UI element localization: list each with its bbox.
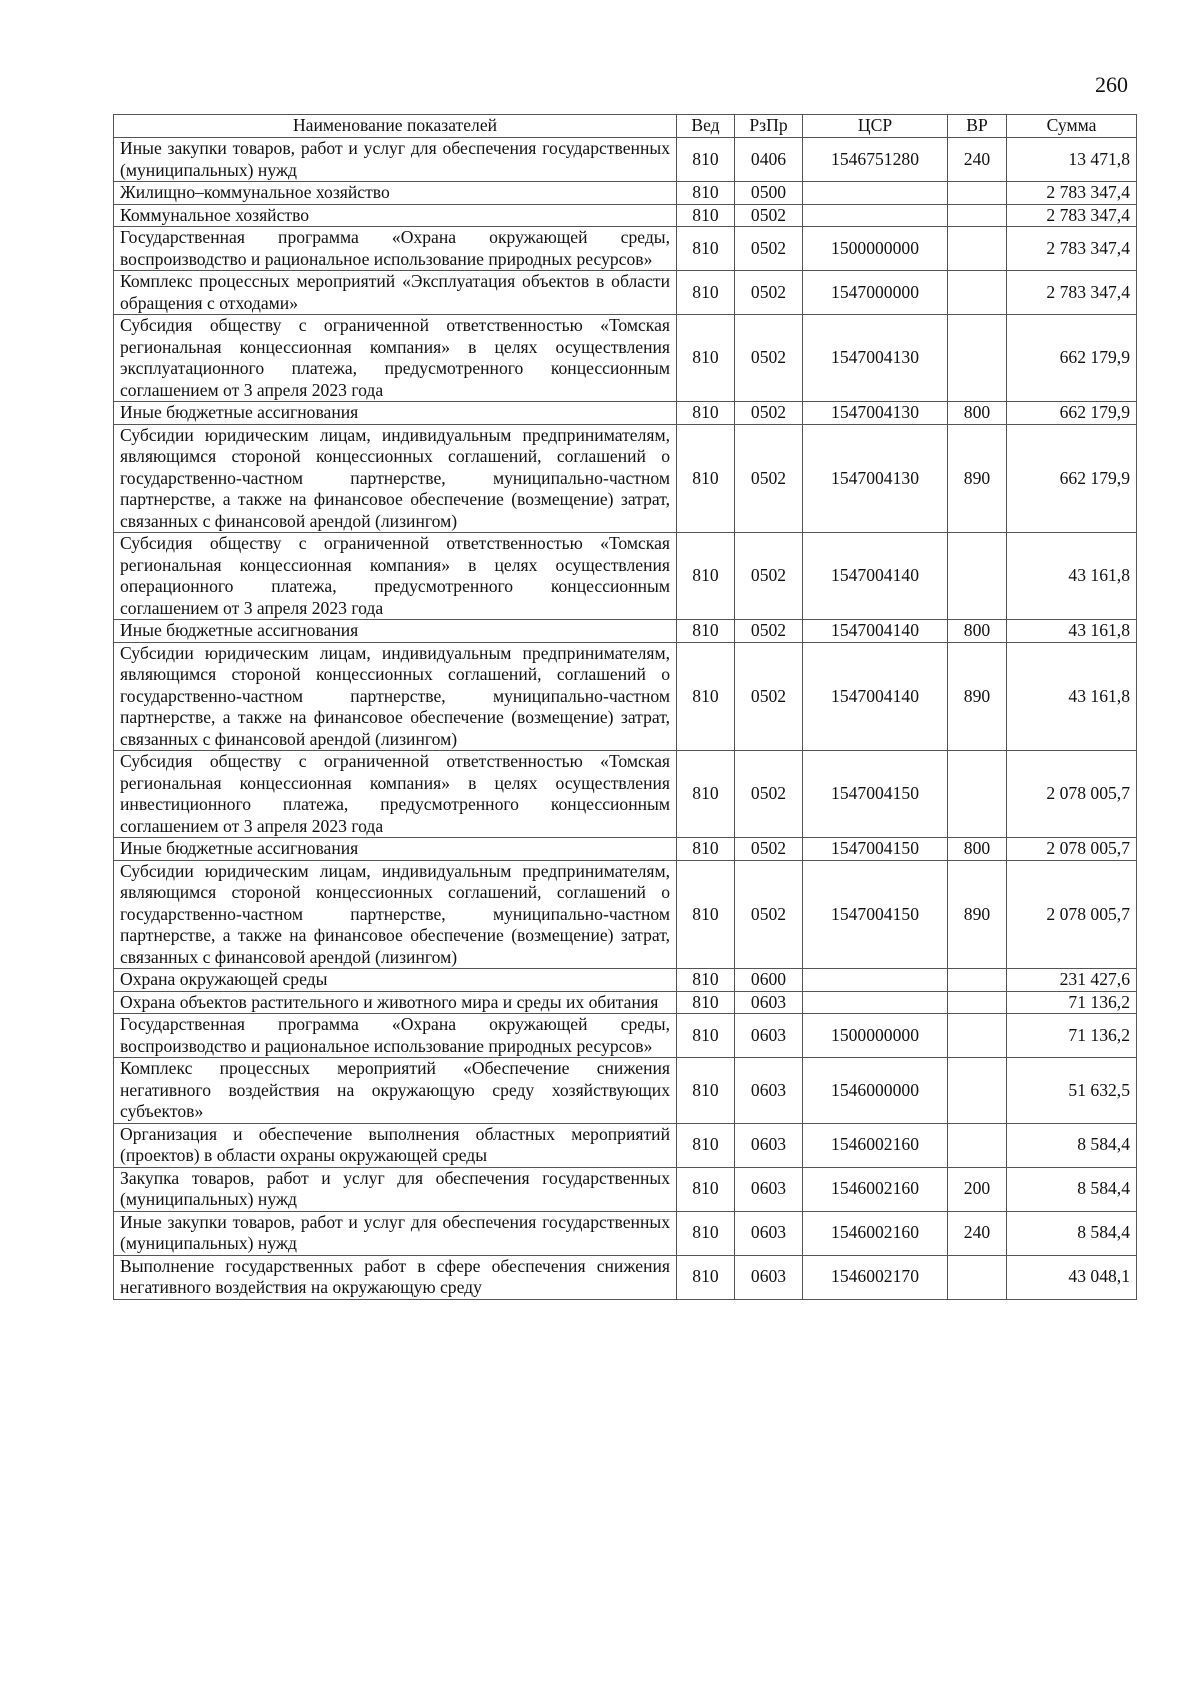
cell-vr [948, 1255, 1007, 1299]
cell-sum: 8 584,4 [1007, 1123, 1137, 1167]
cell-sum: 231 427,6 [1007, 969, 1137, 992]
cell-csr [803, 969, 948, 992]
table-row [114, 204, 1137, 227]
cell-name: Охрана окружающей среды [114, 969, 677, 992]
cell-csr: 1547004130 [803, 402, 948, 425]
cell-rzpr: 0603 [735, 1058, 803, 1124]
cell-rzpr: 0502 [735, 315, 803, 402]
cell-vr [948, 991, 1007, 1014]
table-row [114, 1167, 1137, 1211]
header-name: Наименование показателей [114, 115, 677, 138]
cell-name: Организация и обеспечение выполнения областных мероприятий (проектов) в области охраны окружающей среды [114, 1123, 677, 1167]
cell-sum: 71 136,2 [1007, 1014, 1137, 1058]
table-row [114, 838, 1137, 861]
cell-ved: 810 [677, 620, 735, 643]
cell-rzpr: 0603 [735, 1014, 803, 1058]
cell-vr [948, 1058, 1007, 1124]
cell-ved: 810 [677, 838, 735, 861]
cell-ved: 810 [677, 991, 735, 1014]
cell-name: Выполнение государственных работ в сфере обеспечения снижения негативного воздействия на окружающую среду [114, 1255, 677, 1299]
cell-rzpr: 0502 [735, 424, 803, 533]
cell-ved: 810 [677, 969, 735, 992]
cell-sum: 2 078 005,7 [1007, 838, 1137, 861]
cell-name: Субсидия обществу с ограниченной ответственностью «Томская региональная концессионная компания» в целях осуществления инвестиционного платежа, предусмотренного концессионным соглашением от 3 апреля 2023 года [114, 751, 677, 838]
cell-csr: 1547004130 [803, 315, 948, 402]
cell-rzpr: 0502 [735, 838, 803, 861]
table-row [114, 533, 1137, 620]
cell-ved: 810 [677, 1123, 735, 1167]
cell-ved: 810 [677, 1014, 735, 1058]
cell-rzpr: 0603 [735, 1167, 803, 1211]
cell-rzpr: 0502 [735, 402, 803, 425]
cell-ved: 810 [677, 315, 735, 402]
cell-name: Субсидии юридическим лицам, индивидуальным предпринимателям, являющимся стороной концессионных соглашений, соглашений о государственно-частном партнерстве, муниципально-частном партнерстве, а также на финансовое обеспечение (возмещение) затрат, связанных с финансовой арендой (лизингом) [114, 860, 677, 969]
cell-name: Жилищно–коммунальное хозяйство [114, 182, 677, 205]
cell-sum: 2 783 347,4 [1007, 271, 1137, 315]
cell-name: Комплекс процессных мероприятий «Эксплуатация объектов в области обращения с отходами» [114, 271, 677, 315]
cell-vr [948, 315, 1007, 402]
cell-rzpr: 0603 [735, 1123, 803, 1167]
cell-ved: 810 [677, 138, 735, 182]
cell-vr [948, 227, 1007, 271]
cell-csr: 1547004150 [803, 838, 948, 861]
cell-sum: 662 179,9 [1007, 315, 1137, 402]
cell-sum: 43 161,8 [1007, 642, 1137, 751]
cell-rzpr: 0603 [735, 991, 803, 1014]
cell-sum: 8 584,4 [1007, 1211, 1137, 1255]
table-row [114, 1211, 1137, 1255]
cell-vr [948, 1014, 1007, 1058]
header-rzpr: РзПр [735, 115, 803, 138]
cell-csr [803, 991, 948, 1014]
header-vr: ВР [948, 115, 1007, 138]
cell-rzpr: 0406 [735, 138, 803, 182]
cell-rzpr: 0502 [735, 227, 803, 271]
cell-rzpr: 0502 [735, 533, 803, 620]
cell-sum: 43 161,8 [1007, 620, 1137, 643]
table-row [114, 227, 1137, 271]
table-row [114, 969, 1137, 992]
cell-sum: 2 078 005,7 [1007, 860, 1137, 969]
cell-name: Субсидия обществу с ограниченной ответственностью «Томская региональная концессионная компания» в целях осуществления эксплуатационного платежа, предусмотренного концессионным соглашением от 3 апреля 2023 года [114, 315, 677, 402]
cell-ved: 810 [677, 860, 735, 969]
cell-rzpr: 0502 [735, 271, 803, 315]
cell-name: Иные бюджетные ассигнования [114, 838, 677, 861]
cell-name: Иные бюджетные ассигнования [114, 402, 677, 425]
header-ved: Вед [677, 115, 735, 138]
cell-name: Коммунальное хозяйство [114, 204, 677, 227]
cell-ved: 810 [677, 751, 735, 838]
cell-sum: 13 471,8 [1007, 138, 1137, 182]
cell-ved: 810 [677, 533, 735, 620]
cell-ved: 810 [677, 1255, 735, 1299]
cell-csr: 1546002160 [803, 1167, 948, 1211]
cell-rzpr: 0502 [735, 751, 803, 838]
cell-sum: 662 179,9 [1007, 424, 1137, 533]
table-row [114, 271, 1137, 315]
cell-ved: 810 [677, 227, 735, 271]
cell-vr: 800 [948, 838, 1007, 861]
cell-name: Субсидии юридическим лицам, индивидуальным предпринимателям, являющимся стороной концессионных соглашений, соглашений о государственно-частном партнерстве, муниципально-частном партнерстве, а также на финансовое обеспечение (возмещение) затрат, связанных с финансовой арендой (лизингом) [114, 642, 677, 751]
cell-rzpr: 0600 [735, 969, 803, 992]
cell-name: Иные закупки товаров, работ и услуг для обеспечения государственных (муниципальных) нужд [114, 1211, 677, 1255]
cell-ved: 810 [677, 402, 735, 425]
table-row [114, 138, 1137, 182]
cell-name: Государственная программа «Охрана окружающей среды, воспроизводство и рациональное использование природных ресурсов» [114, 227, 677, 271]
header-sum: Сумма [1007, 115, 1137, 138]
cell-name: Субсидия обществу с ограниченной ответственностью «Томская региональная концессионная компания» в целях осуществления операционного платежа, предусмотренного концессионным соглашением от 3 апреля 2023 года [114, 533, 677, 620]
cell-vr: 240 [948, 138, 1007, 182]
page-number: 260 [1095, 72, 1128, 97]
cell-vr [948, 1123, 1007, 1167]
table-row [114, 402, 1137, 425]
cell-csr: 1546000000 [803, 1058, 948, 1124]
cell-csr: 1547004150 [803, 751, 948, 838]
cell-name: Охрана объектов растительного и животного мира и среды их обитания [114, 991, 677, 1014]
table-row [114, 991, 1137, 1014]
cell-vr [948, 751, 1007, 838]
cell-sum: 2 783 347,4 [1007, 182, 1137, 205]
cell-csr: 1546002170 [803, 1255, 948, 1299]
cell-sum: 43 161,8 [1007, 533, 1137, 620]
cell-csr [803, 182, 948, 205]
cell-vr [948, 533, 1007, 620]
cell-vr: 800 [948, 402, 1007, 425]
cell-vr: 890 [948, 642, 1007, 751]
cell-sum: 71 136,2 [1007, 991, 1137, 1014]
table-body [114, 138, 1137, 1300]
table-row [114, 424, 1137, 533]
cell-rzpr: 0502 [735, 620, 803, 643]
cell-csr: 1547004130 [803, 424, 948, 533]
cell-sum: 43 048,1 [1007, 1255, 1137, 1299]
cell-sum: 2 783 347,4 [1007, 204, 1137, 227]
cell-name: Государственная программа «Охрана окружающей среды, воспроизводство и рациональное использование природных ресурсов» [114, 1014, 677, 1058]
cell-ved: 810 [677, 424, 735, 533]
cell-rzpr: 0502 [735, 860, 803, 969]
cell-csr: 1547004140 [803, 642, 948, 751]
header-csr: ЦСР [803, 115, 948, 138]
cell-rzpr: 0500 [735, 182, 803, 205]
cell-rzpr: 0603 [735, 1211, 803, 1255]
cell-name: Иные бюджетные ассигнования [114, 620, 677, 643]
table-row [114, 860, 1137, 969]
cell-vr: 200 [948, 1167, 1007, 1211]
cell-ved: 810 [677, 204, 735, 227]
cell-csr: 1547004140 [803, 620, 948, 643]
table-row [114, 642, 1137, 751]
budget-table [113, 114, 1137, 1300]
cell-vr: 890 [948, 860, 1007, 969]
table-row [114, 1014, 1137, 1058]
cell-vr [948, 271, 1007, 315]
table-row [114, 1058, 1137, 1124]
cell-ved: 810 [677, 1167, 735, 1211]
cell-vr: 240 [948, 1211, 1007, 1255]
cell-rzpr: 0603 [735, 1255, 803, 1299]
cell-csr: 1547000000 [803, 271, 948, 315]
cell-vr [948, 182, 1007, 205]
cell-vr: 800 [948, 620, 1007, 643]
cell-sum: 51 632,5 [1007, 1058, 1137, 1124]
table-row [114, 620, 1137, 643]
cell-csr: 1500000000 [803, 1014, 948, 1058]
cell-ved: 810 [677, 182, 735, 205]
cell-csr: 1546002160 [803, 1211, 948, 1255]
table-row [114, 315, 1137, 402]
cell-ved: 810 [677, 1211, 735, 1255]
cell-csr: 1546751280 [803, 138, 948, 182]
table-row [114, 1255, 1137, 1299]
cell-sum: 8 584,4 [1007, 1167, 1137, 1211]
cell-csr: 1500000000 [803, 227, 948, 271]
cell-name: Комплекс процессных мероприятий «Обеспечение снижения негативного воздействия на окружающую среду хозяйствующих субъектов» [114, 1058, 677, 1124]
cell-vr [948, 969, 1007, 992]
cell-sum: 662 179,9 [1007, 402, 1137, 425]
cell-ved: 810 [677, 642, 735, 751]
table-header-row [114, 115, 1137, 138]
cell-name: Закупка товаров, работ и услуг для обеспечения государственных (муниципальных) нужд [114, 1167, 677, 1211]
cell-vr [948, 204, 1007, 227]
cell-csr: 1547004150 [803, 860, 948, 969]
cell-name: Субсидии юридическим лицам, индивидуальным предпринимателям, являющимся стороной концессионных соглашений, соглашений о государственно-частном партнерстве, муниципально-частном партнерстве, а также на финансовое обеспечение (возмещение) затрат, связанных с финансовой арендой (лизингом) [114, 424, 677, 533]
cell-rzpr: 0502 [735, 642, 803, 751]
cell-ved: 810 [677, 271, 735, 315]
cell-rzpr: 0502 [735, 204, 803, 227]
cell-csr: 1547004140 [803, 533, 948, 620]
cell-csr [803, 204, 948, 227]
cell-sum: 2 783 347,4 [1007, 227, 1137, 271]
cell-ved: 810 [677, 1058, 735, 1124]
cell-csr: 1546002160 [803, 1123, 948, 1167]
cell-name: Иные закупки товаров, работ и услуг для обеспечения государственных (муниципальных) нужд [114, 138, 677, 182]
cell-vr: 890 [948, 424, 1007, 533]
table-row [114, 1123, 1137, 1167]
table-row [114, 751, 1137, 838]
table-row [114, 182, 1137, 205]
cell-sum: 2 078 005,7 [1007, 751, 1137, 838]
